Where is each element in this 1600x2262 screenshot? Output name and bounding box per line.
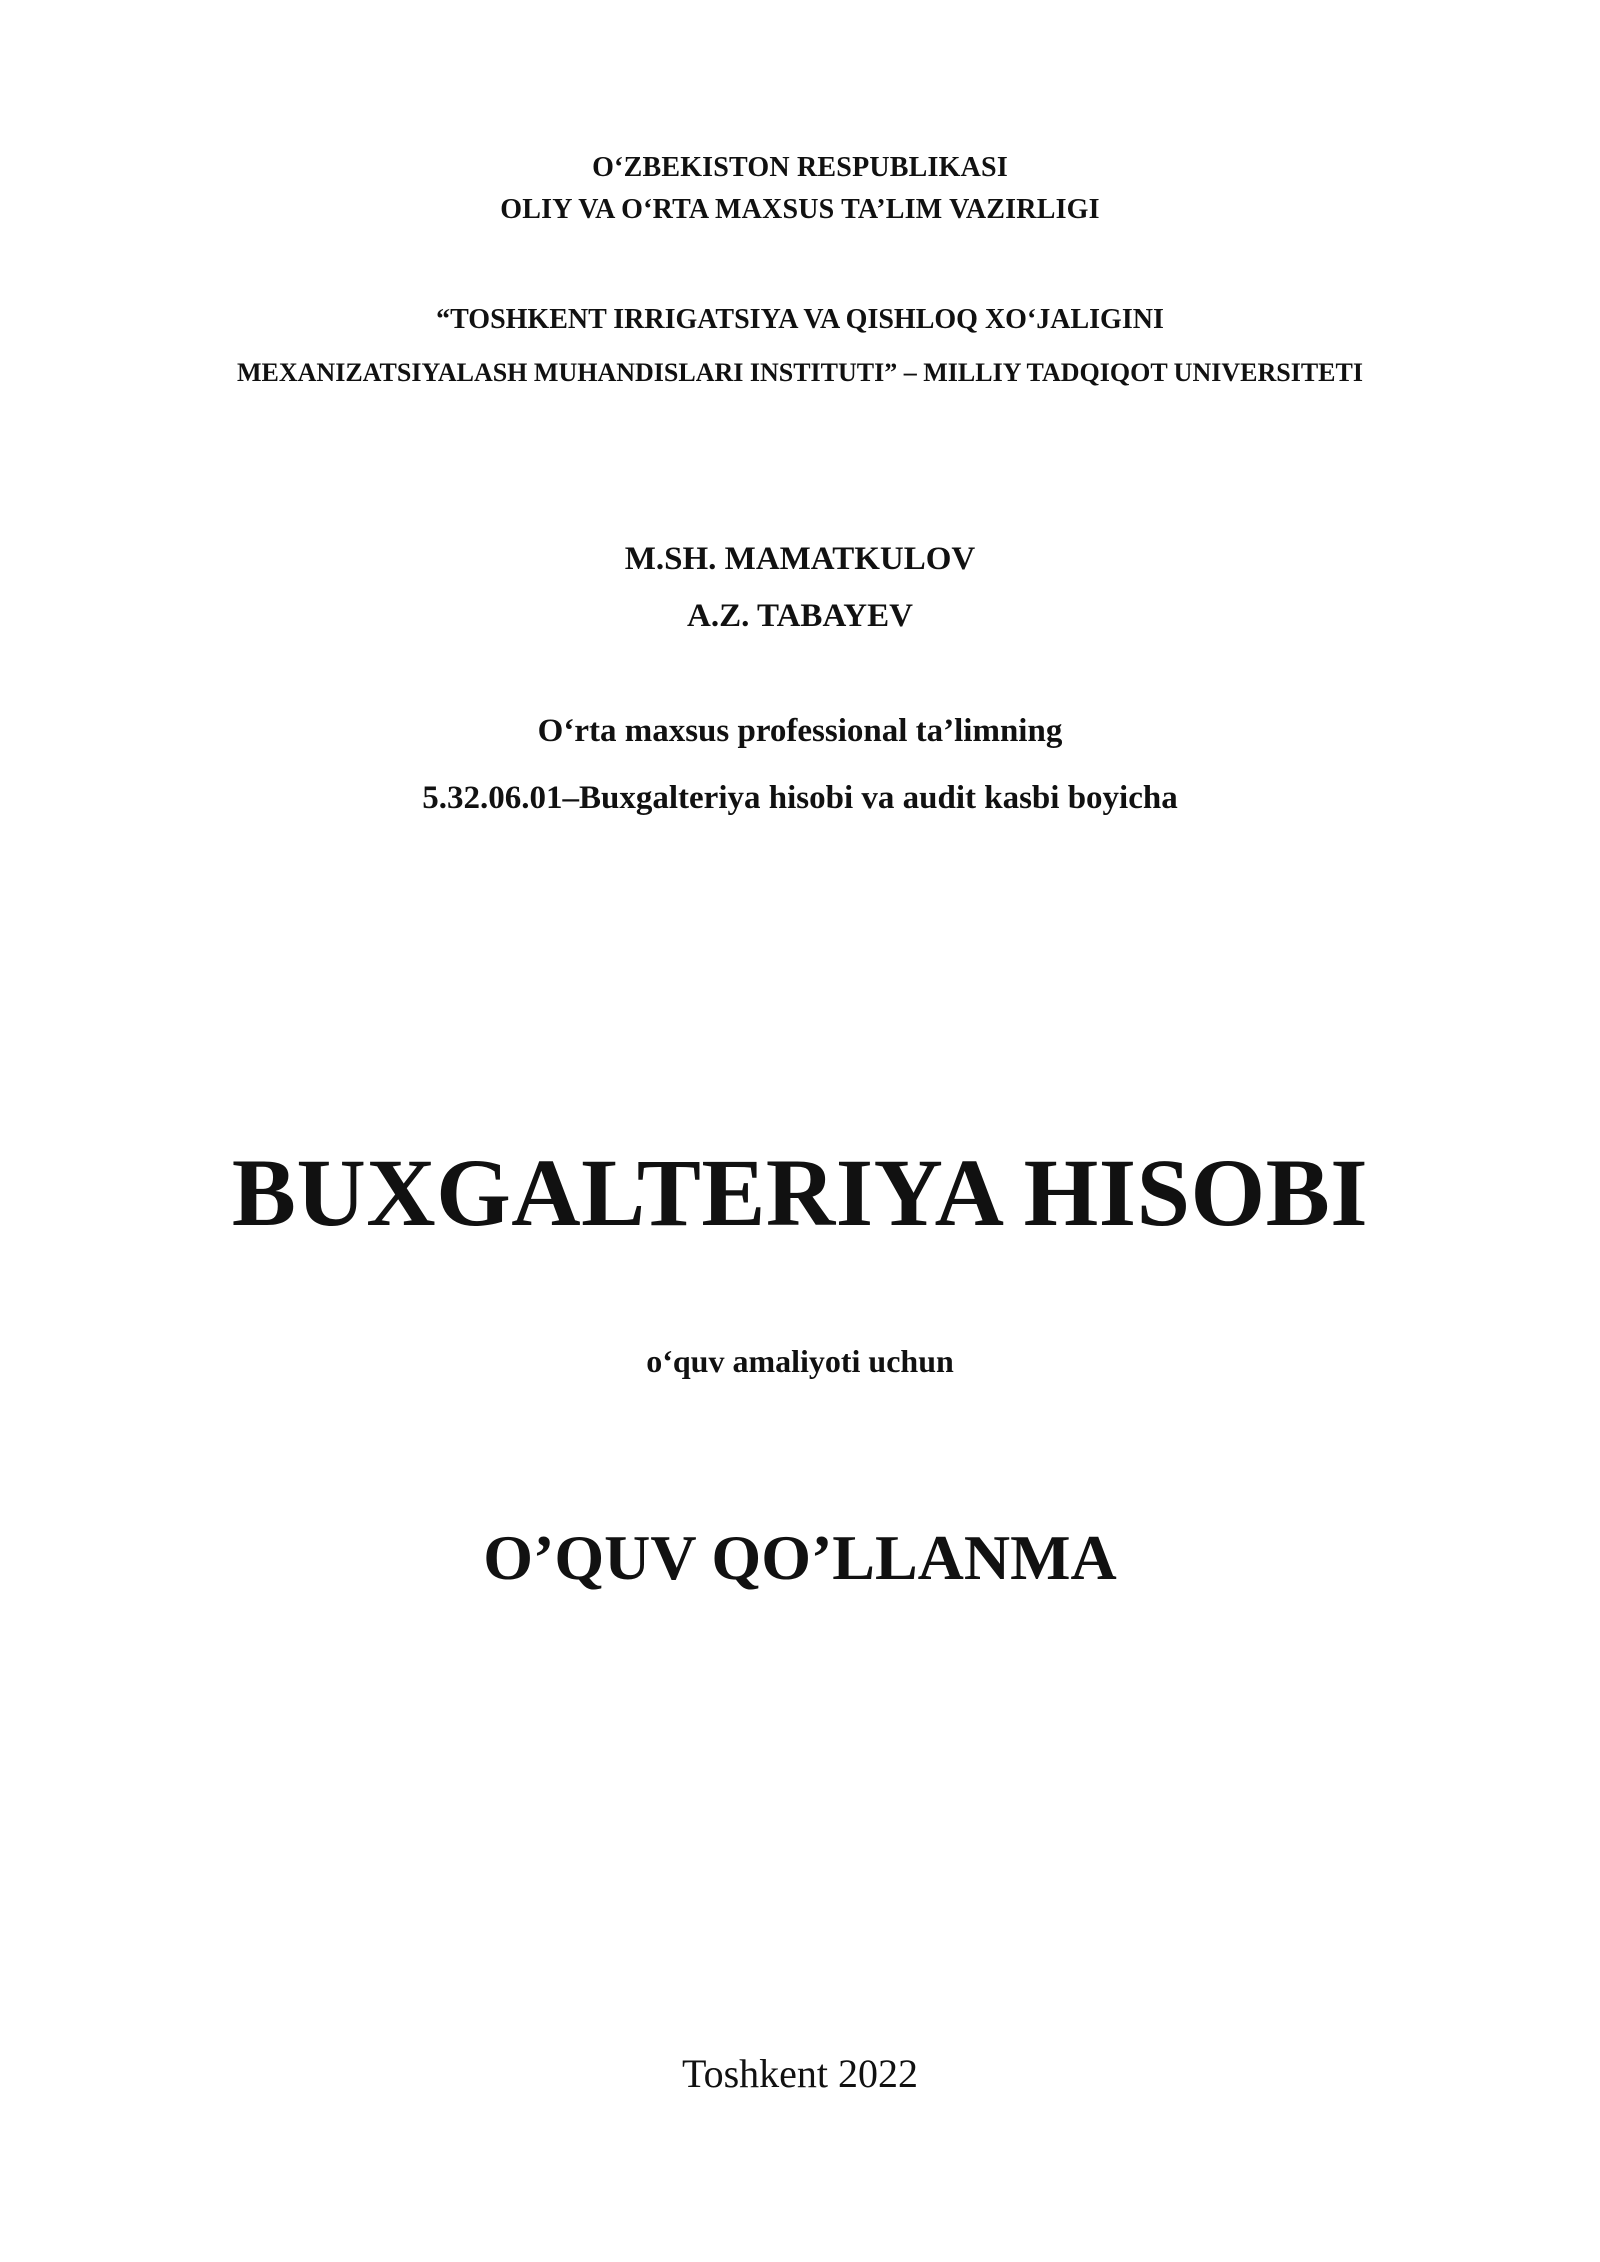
specialty-line-2: 5.32.06.01–Buxgalteriya hisobi va audit kasbi boyicha xyxy=(422,780,1178,816)
author-1: M.SH. MAMATKULOV xyxy=(624,541,976,577)
purpose-subtitle: o‘quv amaliyoti uchun xyxy=(646,1343,954,1379)
place-year: Toshkent 2022 xyxy=(681,2051,919,2096)
ministry-line-1: O‘ZBEKISTON RESPUBLIKASI xyxy=(592,152,1008,183)
main-title: BUXGALTERIYA HISOBI xyxy=(231,1139,1369,1246)
specialty-line-1: O‘rta maxsus professional ta’limning xyxy=(537,713,1063,749)
author-2: A.Z. TABAYEV xyxy=(687,598,913,634)
document-type: O’QUV QO’LLANMA xyxy=(483,1522,1117,1593)
university-line-1: “TOSHKENT IRRIGATSIYA VA QISHLOQ XO‘JALIGINI xyxy=(436,304,1164,335)
ministry-line-2: OLIY VA O‘RTA MAXSUS TA’LIM VAZIRLIGI xyxy=(500,194,1100,225)
university-line-2: MEXANIZATSIYALASH MUHANDISLARI INSTITUTI” – MILLIY TADQIQOT UNIVERSITETI xyxy=(237,358,1363,387)
